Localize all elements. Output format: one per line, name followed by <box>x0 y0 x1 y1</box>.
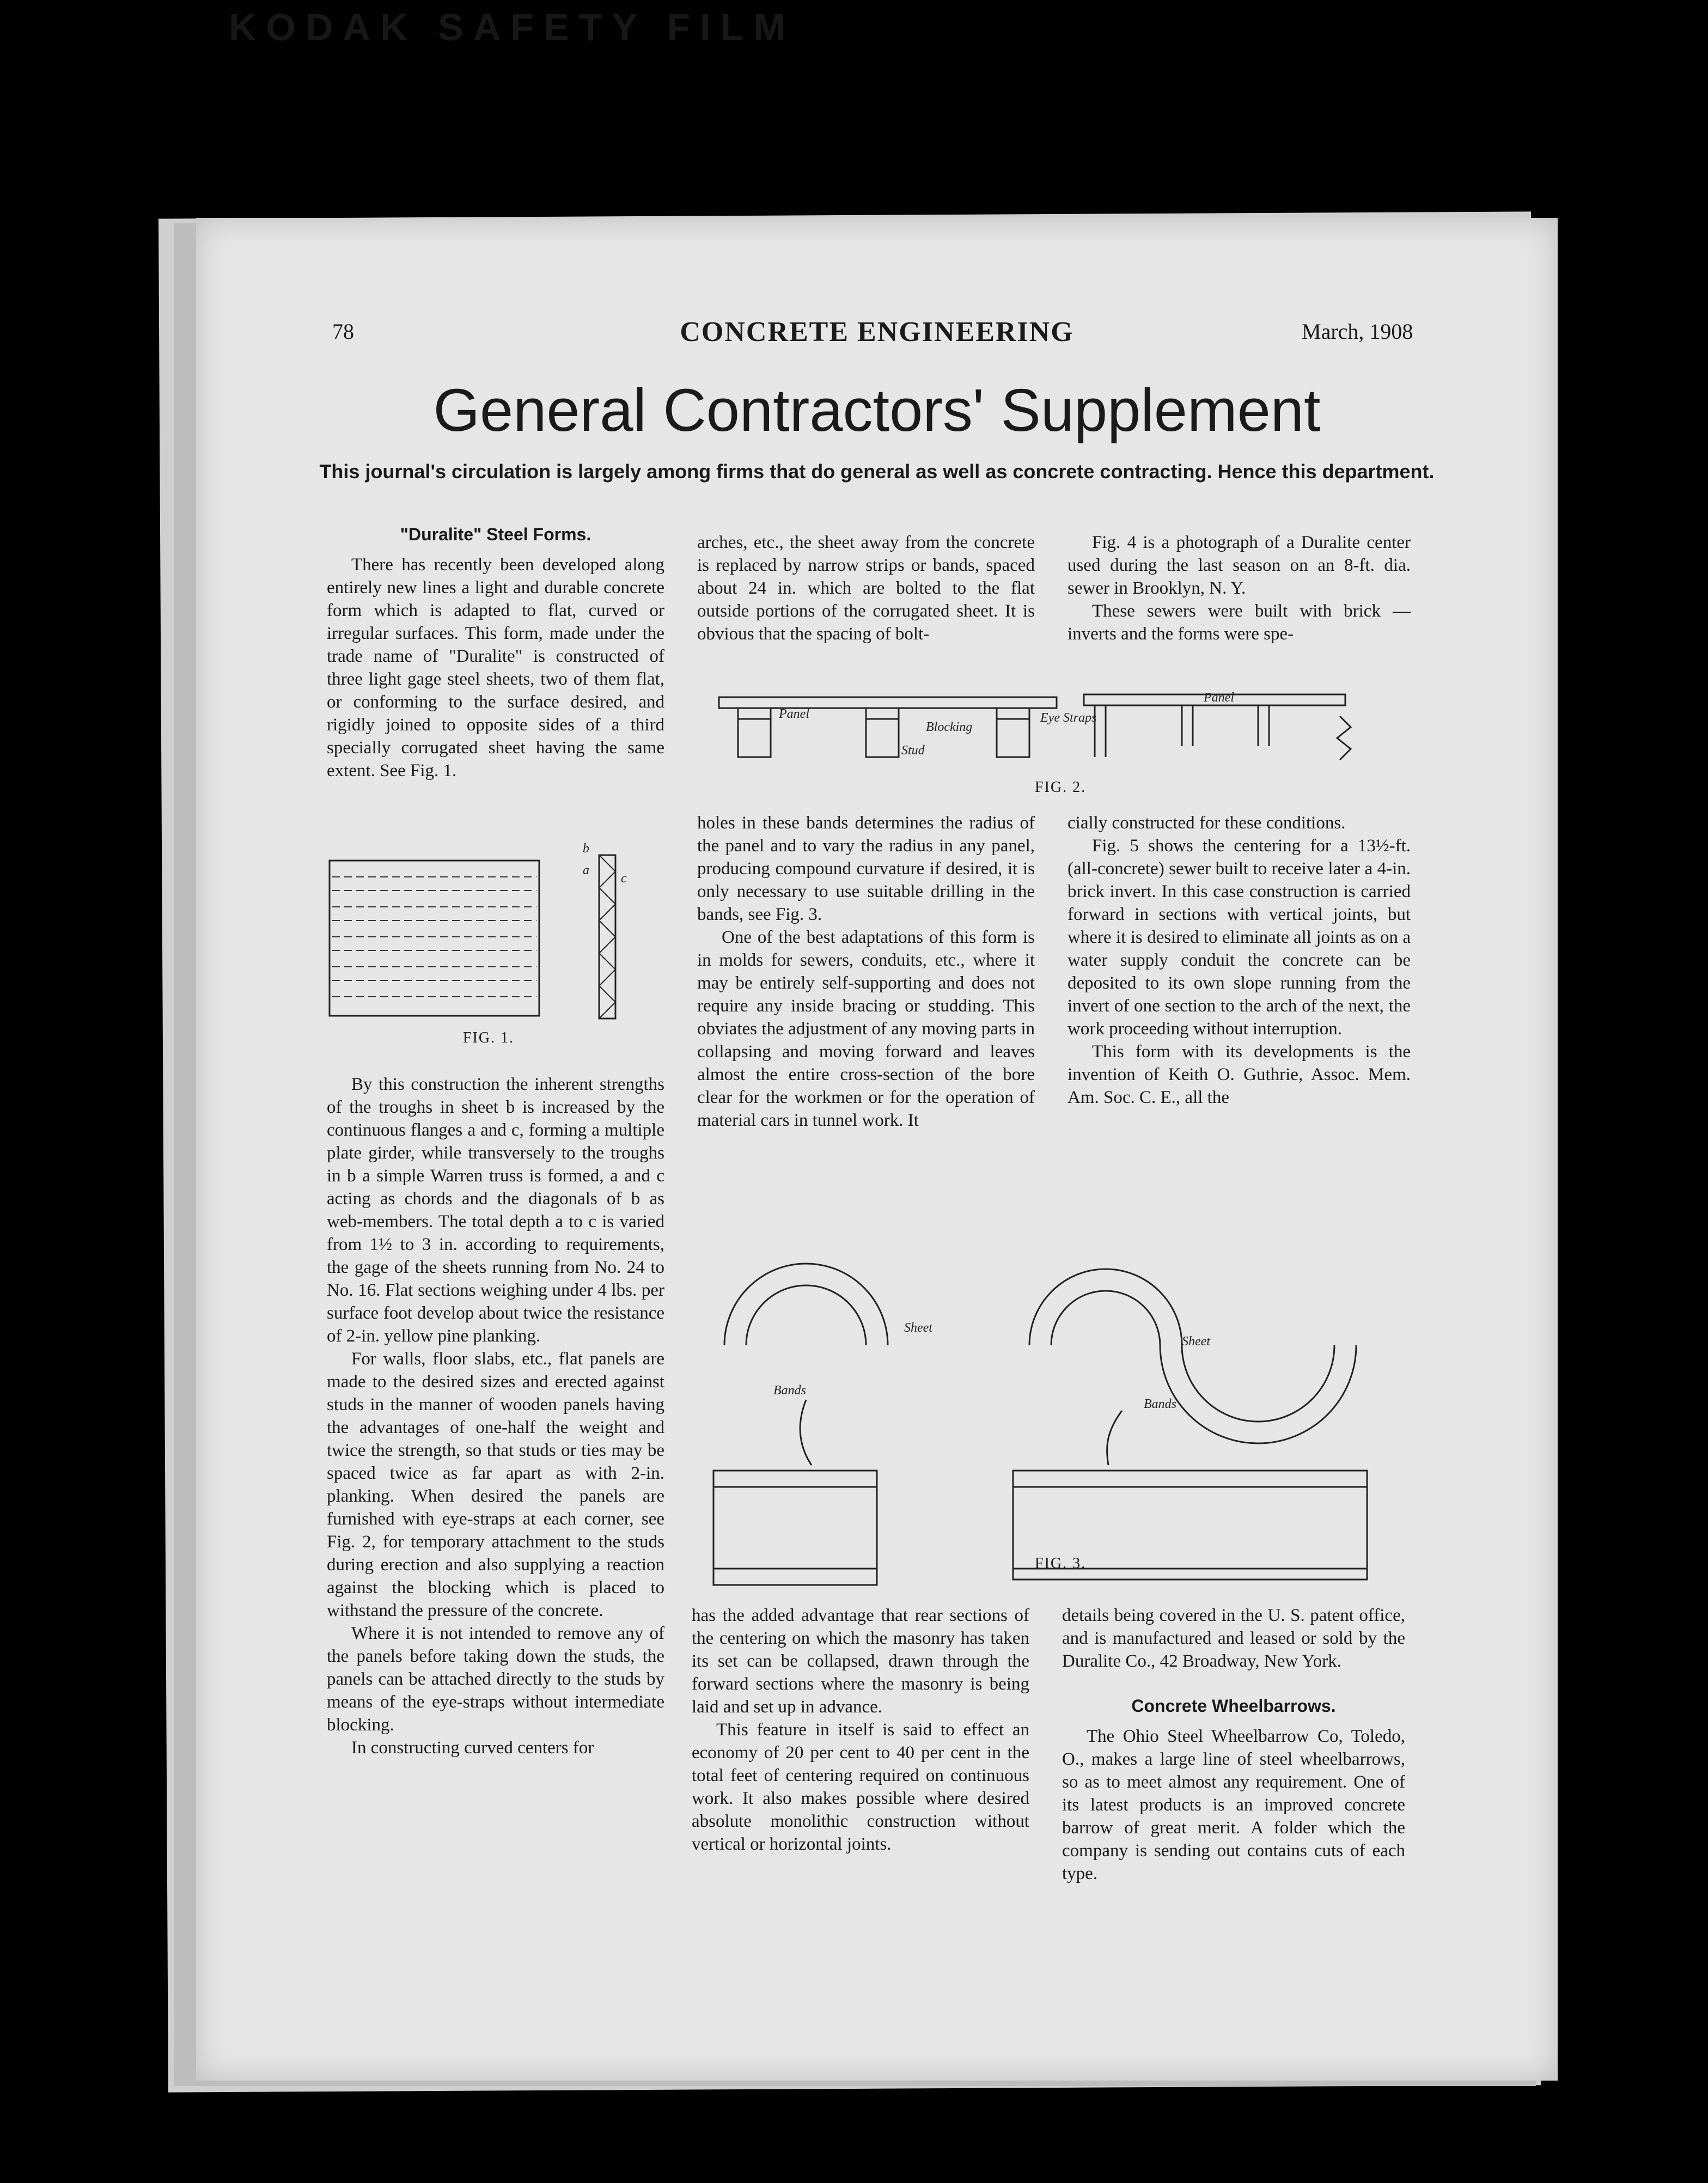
figure-1-caption: FIG. 1. <box>463 1029 515 1046</box>
figure-label: Bands <box>1144 1397 1176 1411</box>
issue-date: March, 1908 <box>1302 319 1413 344</box>
paragraph: The Ohio Steel Wheelbarrow Co, Toledo, O., makes a large line of steel wheelbarrows, so as to meet almost any requirement. One of its latest products is an improved concrete barrow of great merit. A folder which the company is sending out contains cuts of each type. <box>1062 1727 1405 1883</box>
figure-label: Blocking <box>926 720 973 734</box>
figure-label: b <box>583 842 589 856</box>
paragraph: This feature in itself is said to effect an economy of 20 per cent to 40 per cent in the total feet of centering required on continuous work. It also makes possible where desired absolute monolithic construction without vertical or horizontal joints. <box>692 1720 1029 1854</box>
figure-label: Sheet <box>904 1321 932 1335</box>
paragraph: arches, etc., the sheet away from the concrete is replaced by narrow strips or bands, spaced about 24 in. which are bolted to the flat outside portions of the corrugated sheet. It is obvious that the spacing of bolt- <box>697 533 1035 644</box>
journal-page <box>196 218 1558 2081</box>
column-3-top <box>1068 531 1411 645</box>
figure-3 <box>703 1209 1411 1590</box>
paragraph: This form with its developments is the invention of Keith O. Guthrie, Assoc. Mem. Am. Soc. C. E., all the <box>1068 1042 1411 1107</box>
journal-title: CONCRETE ENGINEERING <box>680 316 1074 347</box>
figure-1 <box>327 839 664 1040</box>
column-2-bottom <box>692 1604 1029 1856</box>
figure-label: a <box>583 863 589 877</box>
figure-label: Bands <box>773 1383 806 1398</box>
paragraph: By this construction the inherent strengths of the troughs in sheet b is increased by the continuous flanges a and c, forming a multiple plate girder, while transversely to the troughs in b a simple Warren truss is formed, a and c acting as chords and the diagonals of b as web-members. The total depth a to c is varied from 1½ to 3 in. according to requirements, the gage of the sheets running from No. 24 to No. 16. Flat sections weighing under 4 lbs. per surface foot develop about twice the resistance of 2-in. yellow pine planking. <box>327 1075 664 1346</box>
paragraph: These sewers were built with brick —inverts and the forms were spe- <box>1068 601 1411 644</box>
paragraph: details being covered in the U. S. patent office, and is manufactured and leased or sold by the Duralite Co., 42 Broadway, New York. <box>1062 1606 1405 1671</box>
paragraph: has the added advantage that rear sections of the centering on which the masonry has taken its set can be collapsed, drawn through the forward sections where the masonry is being laid and set up in advance. <box>692 1606 1029 1717</box>
column-3-middle <box>1068 812 1411 1109</box>
figure-label: Sheet <box>1182 1334 1210 1349</box>
column-1-top <box>327 523 664 782</box>
page-number: 78 <box>332 319 354 344</box>
paragraph: Fig. 5 shows the centering for a 13½-ft. (all-concrete) sewer built to receive later a 4-in. brick invert. In this case construction is carried forward in sections with vertical joints, but where it is desired to eliminate all joints as on a water supply conduit the concrete can be deposited to its own slope running from the invert of one section to the arch of the next, the work proceeding without interruption. <box>1068 836 1411 1039</box>
paragraph: One of the best adaptations of this form is in molds for sewers, conduits, etc., where it may be entirely self-supporting and does not require any inside bracing or studding. This obviates the adjustment of any moving parts in collapsing and moving forward and leaves almost the entire cross-section of the bore clear for the workmen or for the operation of material cars in tunnel work. It <box>697 928 1035 1130</box>
page-subtitle: This journal's circulation is largely among firms that do general as well as concrete contracting. Hence this department. <box>319 460 1435 483</box>
paragraph: holes in these bands determines the radius of the panel and to vary the radius in any panel, producing compound curvature if desired, it is only necessary to use suitable drilling in the bands, see Fig. 3. <box>697 813 1035 924</box>
page-title: General Contractors' Supplement <box>433 377 1321 444</box>
figure-label: c <box>621 871 627 886</box>
column-3-bottom <box>1062 1604 1405 1885</box>
figure-label: Panel <box>1204 691 1234 705</box>
paragraph: In constructing curved centers for <box>351 1738 594 1758</box>
figure-2-caption: FIG. 2. <box>1035 779 1087 796</box>
figure-label: Panel <box>779 707 809 721</box>
article-heading-wheelbarrows: Concrete Wheelbarrows. <box>1131 1696 1336 1716</box>
column-2-top <box>697 531 1035 645</box>
column-1-bottom <box>327 1073 664 1759</box>
column-2-middle <box>697 812 1035 1132</box>
paragraph: Where it is not intended to remove any of the panels before taking down the studs, the panels can be attached directly to the studs by means of the eye-straps without intermediate blocking. <box>327 1624 664 1735</box>
paragraph: For walls, floor slabs, etc., flat panels are made to the desired sizes and erected against studs in the manner of wooden panels having the advantages of one-half the weight and twice the strength, so that studs or ties may be spaced twice as far apart as with 2-in. planking. When desired the panels are furnished with eye-straps at each corner, see Fig. 2, for temporary attachment to the studs during erection and also supplying a reaction against the blocking which is placed to withstand the pressure of the concrete. <box>327 1349 664 1620</box>
paragraph: There has recently been developed along entirely new lines a light and durable concrete form which is adapted to flat, curved or irregular surfaces. This form, made under the trade name of "Duralite" is constructed of three light gage steel sheets, two of them flat, or conforming to the surface desired, and rigidly joined to opposite sides of a third specially corrugated sheet having the same extent. See Fig. 1. <box>327 555 664 780</box>
figure-label: Eye Straps <box>1040 711 1097 725</box>
figure-3-caption: FIG. 3. <box>1035 1555 1087 1572</box>
article-heading-duralite: "Duralite" Steel Forms. <box>400 525 591 544</box>
paragraph: Fig. 4 is a photograph of a Duralite center used during the last season on an 8-ft. dia. sewer in Brooklyn, N. Y. <box>1068 533 1411 598</box>
figure-label: Stud <box>901 743 925 758</box>
paragraph: cially constructed for these conditions. <box>1068 813 1346 833</box>
film-edge-marking: KODAK SAFETY FILM <box>229 6 795 44</box>
